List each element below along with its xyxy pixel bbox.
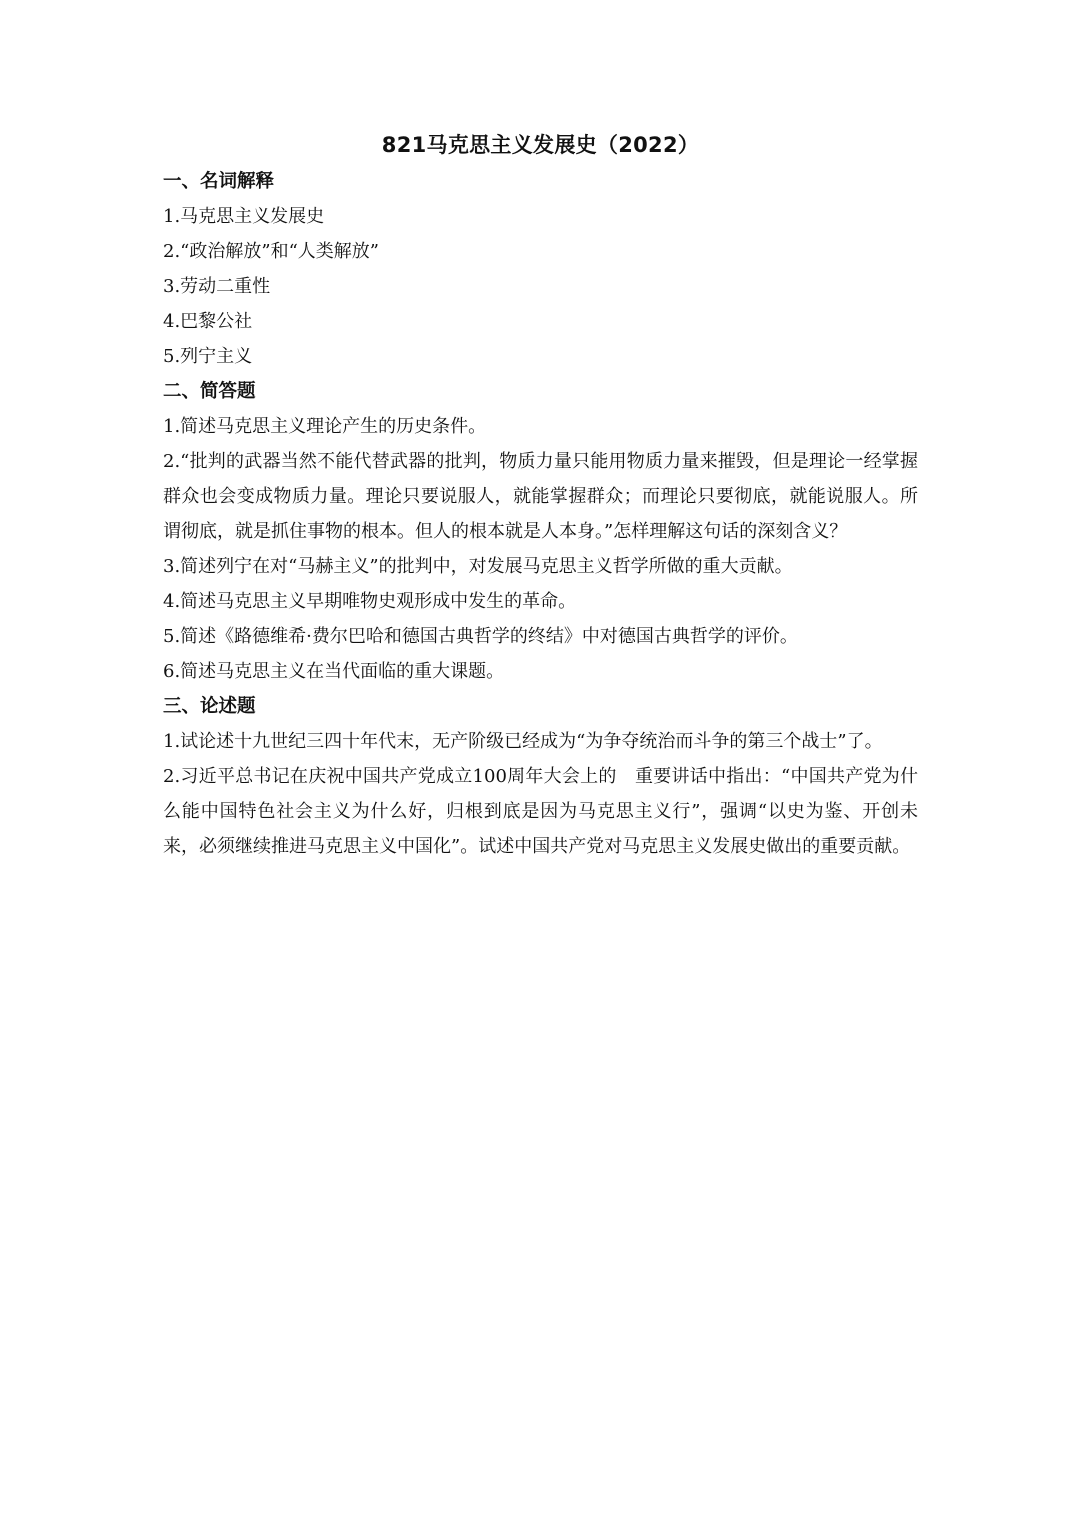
section-heading: 二、简答题: [163, 381, 256, 402]
section-heading: 三、论述题: [163, 696, 256, 717]
list-item: 1.马克思主义发展史: [163, 206, 325, 227]
document-content: [163, 126, 918, 864]
list-item: 3.劳动二重性: [163, 276, 271, 297]
list-item: 3.简述列宁在对“马赫主义”的批判中，对发展马克思主义哲学所做的重大贡献。: [163, 556, 793, 577]
section-heading: 一、名词解释: [163, 171, 275, 192]
list-item: 5.列宁主义: [163, 346, 253, 367]
section-term-definitions: [163, 164, 918, 374]
list-item: 4.巴黎公社: [163, 311, 253, 332]
list-item: 6.简述马克思主义在当代面临的重大课题。: [163, 661, 505, 682]
list-item: 2.“政治解放”和“人类解放”: [163, 241, 379, 262]
list-item: 1.试论述十九世纪三四十年代末，无产阶级已经成为“为争夺统治而斗争的第三个战士”了。: [163, 731, 883, 752]
section-essay: [163, 689, 918, 864]
section-short-answer: [163, 374, 918, 689]
list-item: 5.简述《路德维希·费尔巴哈和德国古典哲学的终结》中对德国古典哲学的评价。: [163, 626, 798, 647]
list-item: 1.简述马克思主义理论产生的历史条件。: [163, 416, 487, 437]
list-item: 4.简述马克思主义早期唯物史观形成中发生的革命。: [163, 591, 577, 612]
list-item: 2.“批判的武器当然不能代替武器的批判，物质力量只能用物质力量来摧毁，但是理论一经掌握群众也会变成物质力量。理论只要说服人，就能掌握群众；而理论只要彻底，就能说服人。所谓彻底，就是抓住事物的根本。但人的根本就是人本身。”怎样理解这句话的深刻含义？: [163, 451, 918, 542]
page-title: 821马克思主义发展史（2022）: [381, 133, 700, 157]
list-item: 2.习近平总书记在庆祝中国共产党成立100周年大会上的 重要讲话中指出：“中国共产党为什么能中国特色社会主义为什么好，归根到底是因为马克思主义行”，强调“以史为鉴、开创未来，必须继续推进马克思主义中国化”。试述中国共产党对马克思主义发展史做出的重要贡献。: [163, 766, 918, 857]
